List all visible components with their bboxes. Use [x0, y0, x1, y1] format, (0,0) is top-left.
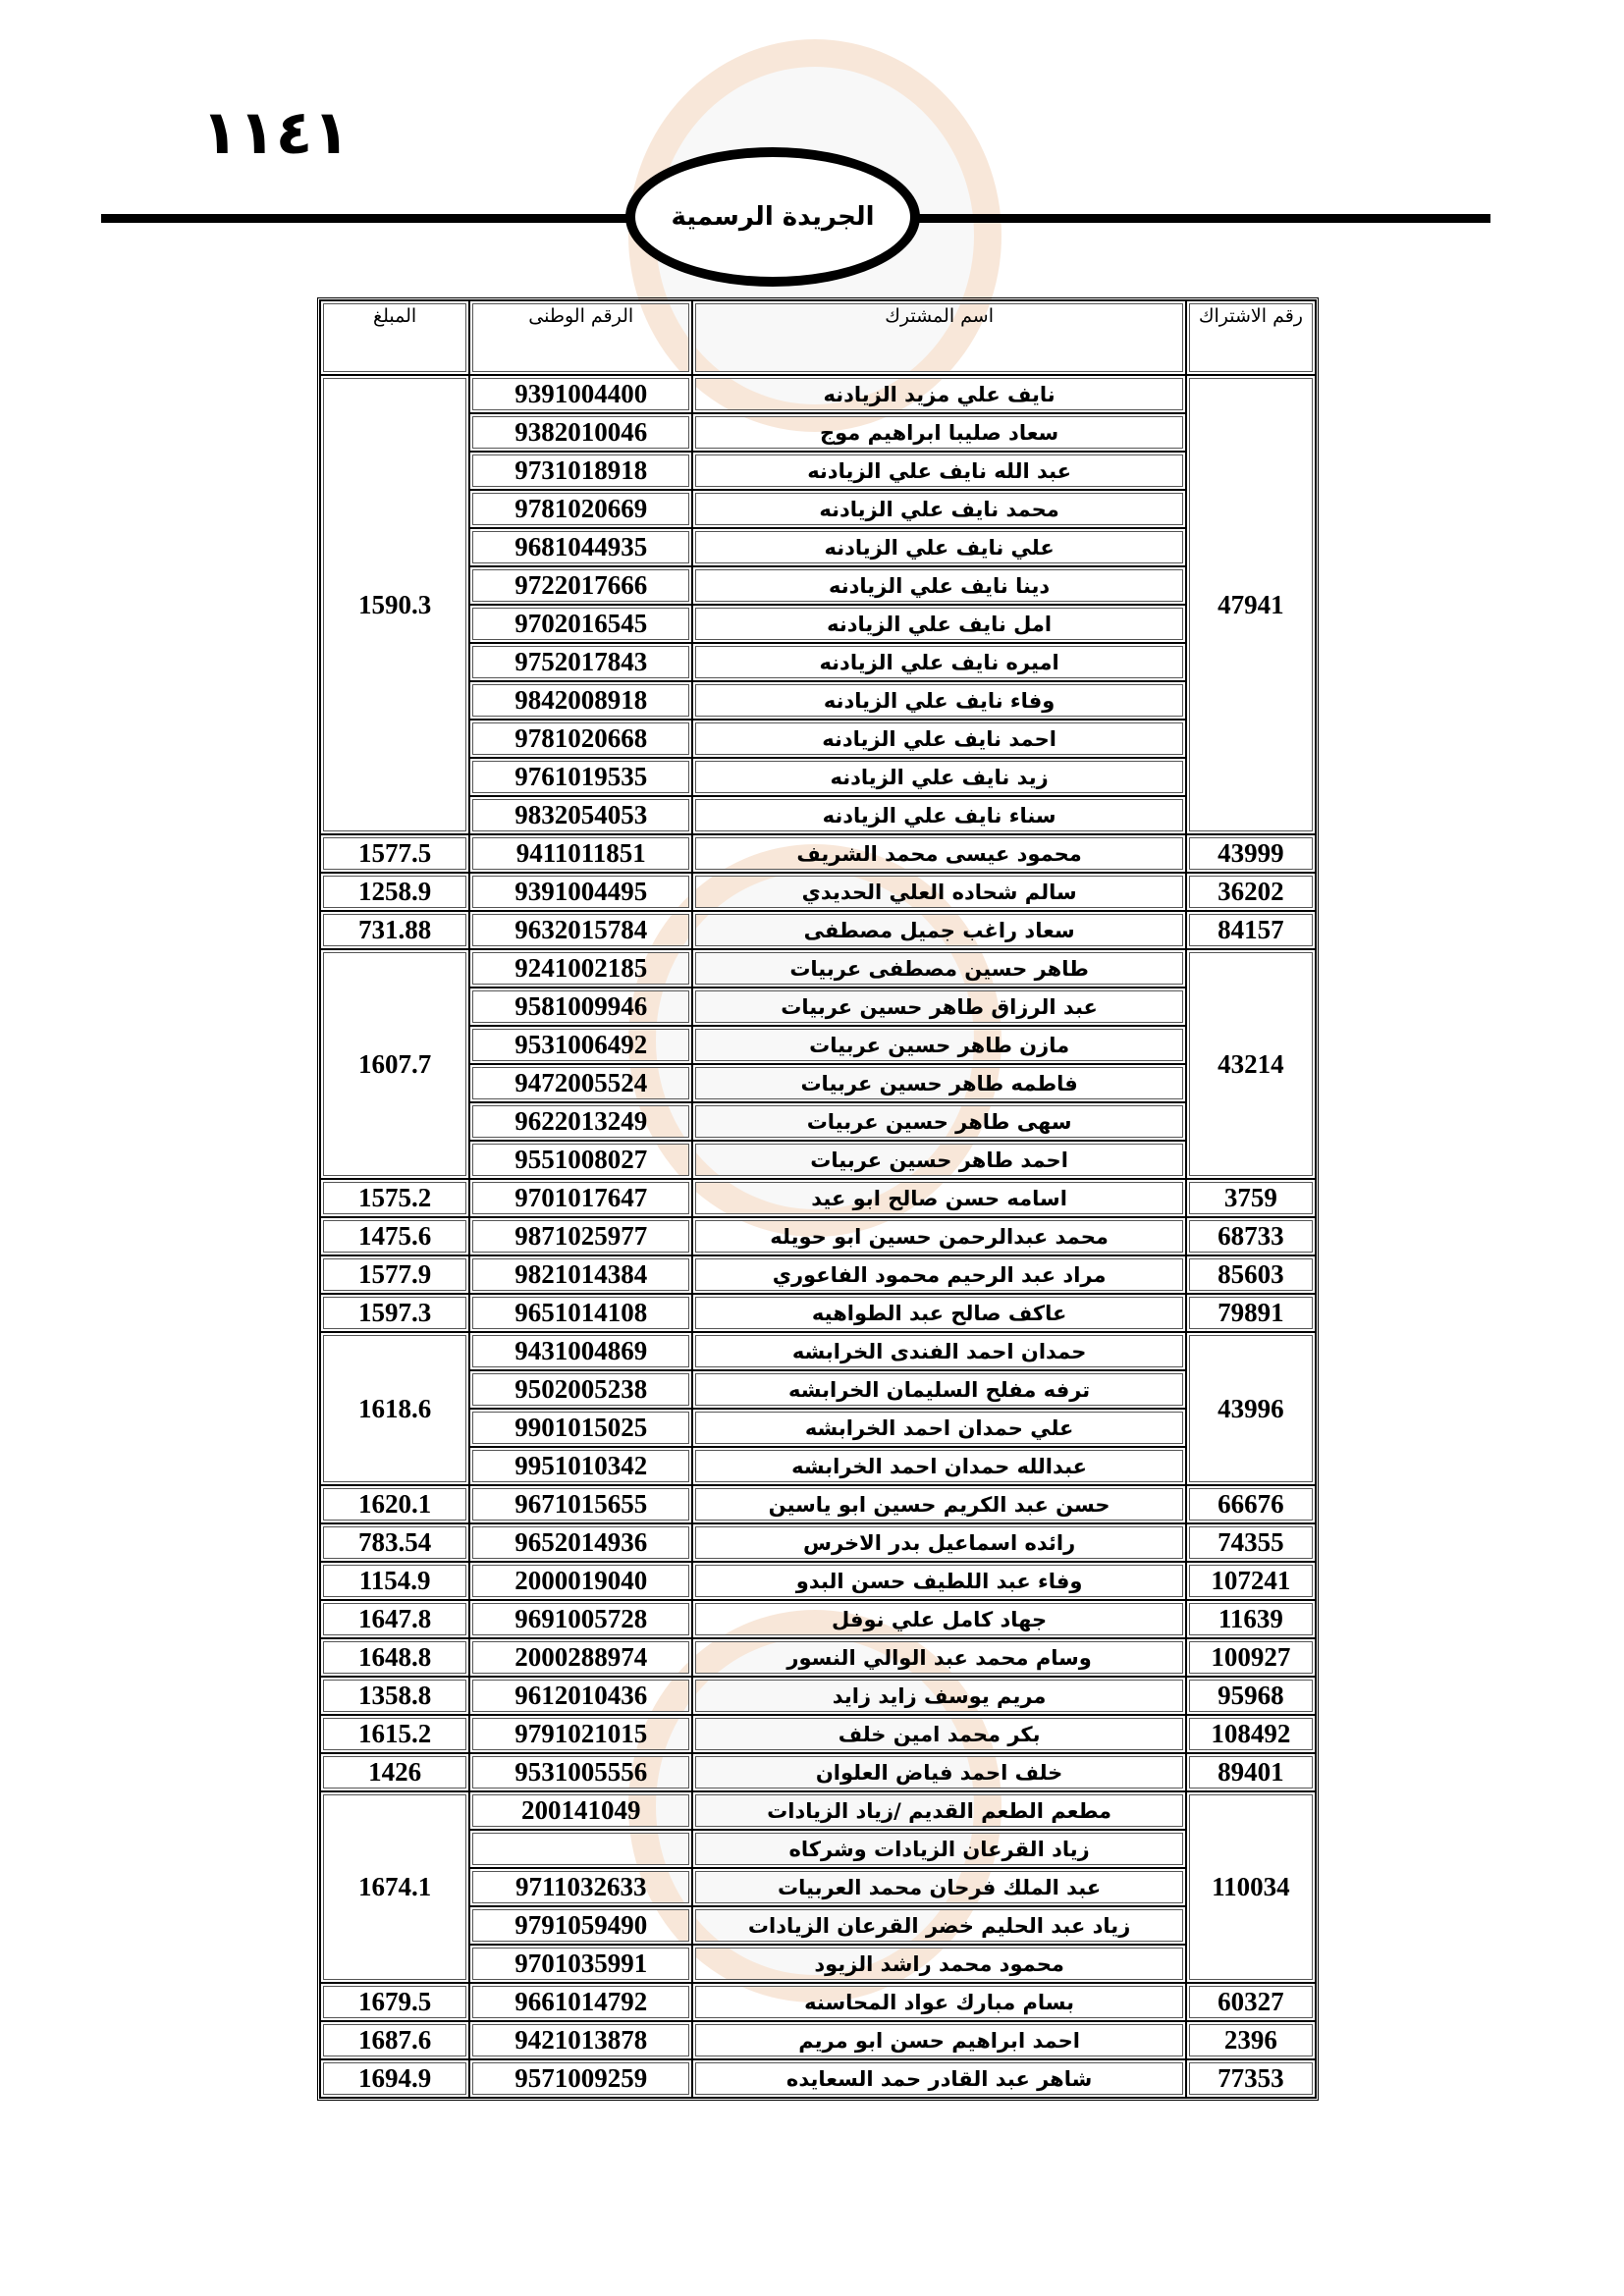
national-id-cell: 9681044935 [469, 528, 692, 566]
national-id-cell: 9472005524 [469, 1064, 692, 1102]
national-id-cell: 9791059490 [469, 1906, 692, 1945]
subscriber-name-cell: مازن طاهر حسين عربيات [692, 1026, 1185, 1064]
subscriber-name-cell: حمدان احمد الفندى الخرابشه [692, 1332, 1185, 1370]
national-id-cell: 9581009946 [469, 988, 692, 1026]
subscriber-name-cell: وسام محمد عبد الوالي النسور [692, 1638, 1185, 1677]
subscription-number-cell: 11639 [1186, 1600, 1316, 1638]
table-row [320, 1294, 1316, 1332]
table-row [320, 566, 1316, 605]
publication-title: الجريدة الرسمية [671, 202, 875, 232]
subscription-number-cell: 43214 [1186, 949, 1316, 1179]
subscription-number-cell: 47941 [1186, 375, 1316, 834]
subscriber-name-cell: رائده اسماعيل بدر الاخرس [692, 1523, 1185, 1562]
table-row [320, 1102, 1316, 1141]
table-row [320, 1715, 1316, 1753]
header-national-id: الرقم الوطنى [469, 300, 692, 375]
amount-cell: 1620.1 [320, 1485, 469, 1523]
subscription-number-cell: 84157 [1186, 911, 1316, 949]
subscriber-name-cell: ترفه مفلح السليمان الخرابشه [692, 1370, 1185, 1409]
subscription-number-cell: 68733 [1186, 1217, 1316, 1255]
amount-cell: 1679.5 [320, 1983, 469, 2021]
amount-cell: 1618.6 [320, 1332, 469, 1485]
table-row [320, 681, 1316, 720]
table-row [320, 1179, 1316, 1217]
amount-cell: 1674.1 [320, 1791, 469, 1983]
national-id-cell: 9382010046 [469, 413, 692, 452]
subscriber-name-cell: بسام مبارك عواد المحاسنه [692, 1983, 1185, 2021]
subscriber-name-cell: مراد عبد الرحيم محمود الفاعوري [692, 1255, 1185, 1294]
subscriber-name-cell: مريم يوسف زايد زايد [692, 1677, 1185, 1715]
table-row [320, 873, 1316, 911]
subscription-number-cell: 89401 [1186, 1753, 1316, 1791]
table-body [320, 375, 1316, 2098]
amount-cell: 1577.5 [320, 834, 469, 873]
subscriber-name-cell: وفاء عبد اللطيف حسن البدو [692, 1562, 1185, 1600]
table-row [320, 1370, 1316, 1409]
subscription-number-cell: 2396 [1186, 2021, 1316, 2059]
amount-cell: 1575.2 [320, 1179, 469, 1217]
amount-cell: 1597.3 [320, 1294, 469, 1332]
amount-cell: 1687.6 [320, 2021, 469, 2059]
amount-cell: 1694.9 [320, 2059, 469, 2098]
national-id-cell: 2000019040 [469, 1562, 692, 1600]
amount-cell: 1154.9 [320, 1562, 469, 1600]
table-row [320, 1523, 1316, 1562]
national-id-cell: 9702016545 [469, 605, 692, 643]
amount-cell: 783.54 [320, 1523, 469, 1562]
subscriber-name-cell: خلف احمد فياض العلوان [692, 1753, 1185, 1791]
subscribers-table [317, 297, 1319, 2101]
national-id-cell: 9551008027 [469, 1141, 692, 1179]
subscriber-name-cell: مطعم الطعم القديم /زياد الزيادات [692, 1791, 1185, 1830]
subscriber-name-cell: احمد طاهر حسين عربيات [692, 1141, 1185, 1179]
subscription-number-cell: 95968 [1186, 1677, 1316, 1715]
subscription-number-cell: 85603 [1186, 1255, 1316, 1294]
subscriber-name-cell: عاكف صالح عبد الطواهيه [692, 1294, 1185, 1332]
national-id-cell: 9391004495 [469, 873, 692, 911]
amount-cell: 1577.9 [320, 1255, 469, 1294]
amount-cell: 731.88 [320, 911, 469, 949]
subscriber-name-cell: شاهر عبد القادر حمد السعايده [692, 2059, 1185, 2098]
national-id-cell: 9722017666 [469, 566, 692, 605]
table-row [320, 988, 1316, 1026]
national-id-cell: 9761019535 [469, 758, 692, 796]
header-subscription-number: رقم الاشتراك [1186, 300, 1316, 375]
subscription-number-cell: 77353 [1186, 2059, 1316, 2098]
subscriber-name-cell: محمود عيسى محمد الشريف [692, 834, 1185, 873]
subscriber-name-cell: امل نايف علي الزيادنه [692, 605, 1185, 643]
table-row [320, 1677, 1316, 1715]
national-id-cell: 9871025977 [469, 1217, 692, 1255]
national-id-cell: 200141049 [469, 1791, 692, 1830]
table-row [320, 1332, 1316, 1370]
table-row [320, 1485, 1316, 1523]
table-row [320, 1983, 1316, 2021]
national-id-cell: 9632015784 [469, 911, 692, 949]
subscription-number-cell: 43996 [1186, 1332, 1316, 1485]
subscriber-name-cell: سهى طاهر حسين عربيات [692, 1102, 1185, 1141]
subscription-number-cell: 60327 [1186, 1983, 1316, 2021]
national-id-cell: 9652014936 [469, 1523, 692, 1562]
subscriber-name-cell: فاطمه طاهر حسين عربيات [692, 1064, 1185, 1102]
subscriber-name-cell: زياد القرعان الزيادات وشركاه [692, 1830, 1185, 1868]
table-row [320, 375, 1316, 413]
table-row [320, 1791, 1316, 1830]
table-row [320, 1409, 1316, 1447]
national-id-cell: 9701017647 [469, 1179, 692, 1217]
national-id-cell: 9421013878 [469, 2021, 692, 2059]
table-row [320, 1255, 1316, 1294]
subscription-number-cell: 108492 [1186, 1715, 1316, 1753]
national-id-cell: 9411011851 [469, 834, 692, 873]
subscription-number-cell: 74355 [1186, 1523, 1316, 1562]
table-row [320, 643, 1316, 681]
amount-cell: 1615.2 [320, 1715, 469, 1753]
subscription-number-cell: 43999 [1186, 834, 1316, 873]
national-id-cell: 9431004869 [469, 1332, 692, 1370]
subscriber-name-cell: عبدالله حمدان احمد الخرابشه [692, 1447, 1185, 1485]
table-row [320, 1945, 1316, 1983]
national-id-cell: 9531006492 [469, 1026, 692, 1064]
amount-cell: 1426 [320, 1753, 469, 1791]
subscriber-name-cell: علي نايف علي الزيادنه [692, 528, 1185, 566]
table-row [320, 1753, 1316, 1791]
national-id-cell: 9502005238 [469, 1370, 692, 1409]
national-id-cell: 9821014384 [469, 1255, 692, 1294]
subscriber-name-cell: بكر محمد امين خلف [692, 1715, 1185, 1753]
national-id-cell [469, 1830, 692, 1868]
national-id-cell: 9842008918 [469, 681, 692, 720]
table-row [320, 490, 1316, 528]
subscription-number-cell: 36202 [1186, 873, 1316, 911]
table-row [320, 1064, 1316, 1102]
amount-cell: 1647.8 [320, 1600, 469, 1638]
subscriber-name-cell: طاهر حسين مصطفى عربيات [692, 949, 1185, 988]
amount-cell: 1258.9 [320, 873, 469, 911]
national-id-cell: 9791021015 [469, 1715, 692, 1753]
subscription-number-cell: 3759 [1186, 1179, 1316, 1217]
table-row [320, 1141, 1316, 1179]
national-id-cell: 9622013249 [469, 1102, 692, 1141]
table-row [320, 1638, 1316, 1677]
subscriber-name-cell: سالم شحاده العلي الحديدي [692, 873, 1185, 911]
subscriber-name-cell: عبد الله نايف علي الزيادنه [692, 452, 1185, 490]
subscriber-name-cell: سعاد صليبا ابراهيم موج [692, 413, 1185, 452]
national-id-cell: 2000288974 [469, 1638, 692, 1677]
subscriber-name-cell: جهاد كامل علي نوفل [692, 1600, 1185, 1638]
table-row [320, 1868, 1316, 1906]
amount-cell: 1648.8 [320, 1638, 469, 1677]
table-row [320, 758, 1316, 796]
subscription-number-cell: 110034 [1186, 1791, 1316, 1983]
subscriber-name-cell: عبد الرزاق طاهر حسين عربيات [692, 988, 1185, 1026]
table-row [320, 796, 1316, 834]
table-header-row [320, 300, 1316, 375]
subscriber-name-cell: محمد نايف علي الزيادنه [692, 490, 1185, 528]
table-row [320, 413, 1316, 452]
table-row [320, 1217, 1316, 1255]
national-id-cell: 9691005728 [469, 1600, 692, 1638]
subscriber-name-cell: اميره نايف علي الزيادنه [692, 643, 1185, 681]
national-id-cell: 9901015025 [469, 1409, 692, 1447]
subscriber-name-cell: محمود محمد راشد الزيود [692, 1945, 1185, 1983]
table-row [320, 1906, 1316, 1945]
national-id-cell: 9951010342 [469, 1447, 692, 1485]
table-row [320, 720, 1316, 758]
national-id-cell: 9651014108 [469, 1294, 692, 1332]
subscriber-name-cell: احمد نايف علي الزيادنه [692, 720, 1185, 758]
national-id-cell: 9711032633 [469, 1868, 692, 1906]
table-row [320, 834, 1316, 873]
national-id-cell: 9531005556 [469, 1753, 692, 1791]
subscriber-name-cell: احمد ابراهيم حسن ابو مريم [692, 2021, 1185, 2059]
table-row [320, 2059, 1316, 2098]
header-subscriber-name: اسم المشترك [692, 300, 1185, 375]
national-id-cell: 9241002185 [469, 949, 692, 988]
table-row [320, 949, 1316, 988]
national-id-cell: 9731018918 [469, 452, 692, 490]
national-id-cell: 9781020669 [469, 490, 692, 528]
table-row [320, 1830, 1316, 1868]
header-amount: المبلغ [320, 300, 469, 375]
subscriber-name-cell: زياد عبد الحليم خضر القرعان الزيادات [692, 1906, 1185, 1945]
national-id-cell: 9671015655 [469, 1485, 692, 1523]
amount-cell: 1590.3 [320, 375, 469, 834]
table-row [320, 1562, 1316, 1600]
subscriber-name-cell: نايف علي مزيد الزيادنه [692, 375, 1185, 413]
national-id-cell: 9612010436 [469, 1677, 692, 1715]
subscription-number-cell: 66676 [1186, 1485, 1316, 1523]
table-row [320, 1600, 1316, 1638]
amount-cell: 1358.8 [320, 1677, 469, 1715]
amount-cell: 1475.6 [320, 1217, 469, 1255]
subscriber-name-cell: زيد نايف علي الزيادنه [692, 758, 1185, 796]
subscriber-name-cell: حسن عبد الكريم حسين ابو ياسين [692, 1485, 1185, 1523]
publication-title-oval [625, 147, 920, 287]
subscriber-name-cell: سناء نايف علي الزيادنه [692, 796, 1185, 834]
amount-cell: 1607.7 [320, 949, 469, 1179]
table-row [320, 528, 1316, 566]
subscription-number-cell: 79891 [1186, 1294, 1316, 1332]
subscription-number-cell: 100927 [1186, 1638, 1316, 1677]
national-id-cell: 9752017843 [469, 643, 692, 681]
national-id-cell: 9391004400 [469, 375, 692, 413]
national-id-cell: 9832054053 [469, 796, 692, 834]
subscription-number-cell: 107241 [1186, 1562, 1316, 1600]
table-row [320, 1447, 1316, 1485]
table-row [320, 605, 1316, 643]
subscriber-name-cell: محمد عبدالرحمن حسين ابو حويله [692, 1217, 1185, 1255]
subscriber-name-cell: سعاد راغب جميل مصطفى [692, 911, 1185, 949]
subscriber-name-cell: وفاء نايف علي الزيادنه [692, 681, 1185, 720]
national-id-cell: 9661014792 [469, 1983, 692, 2021]
subscriber-name-cell: دينا نايف علي الزيادنه [692, 566, 1185, 605]
subscriber-name-cell: علي حمدان احمد الخرابشه [692, 1409, 1185, 1447]
page-number: ١١٤١ [201, 96, 351, 168]
table-row [320, 911, 1316, 949]
national-id-cell: 9701035991 [469, 1945, 692, 1983]
national-id-cell: 9571009259 [469, 2059, 692, 2098]
table-row [320, 2021, 1316, 2059]
table-row [320, 452, 1316, 490]
table-row [320, 1026, 1316, 1064]
subscriber-name-cell: عبد الملك فرحان محمد العربيات [692, 1868, 1185, 1906]
subscriber-name-cell: اسامه حسن صالح ابو عيد [692, 1179, 1185, 1217]
national-id-cell: 9781020668 [469, 720, 692, 758]
